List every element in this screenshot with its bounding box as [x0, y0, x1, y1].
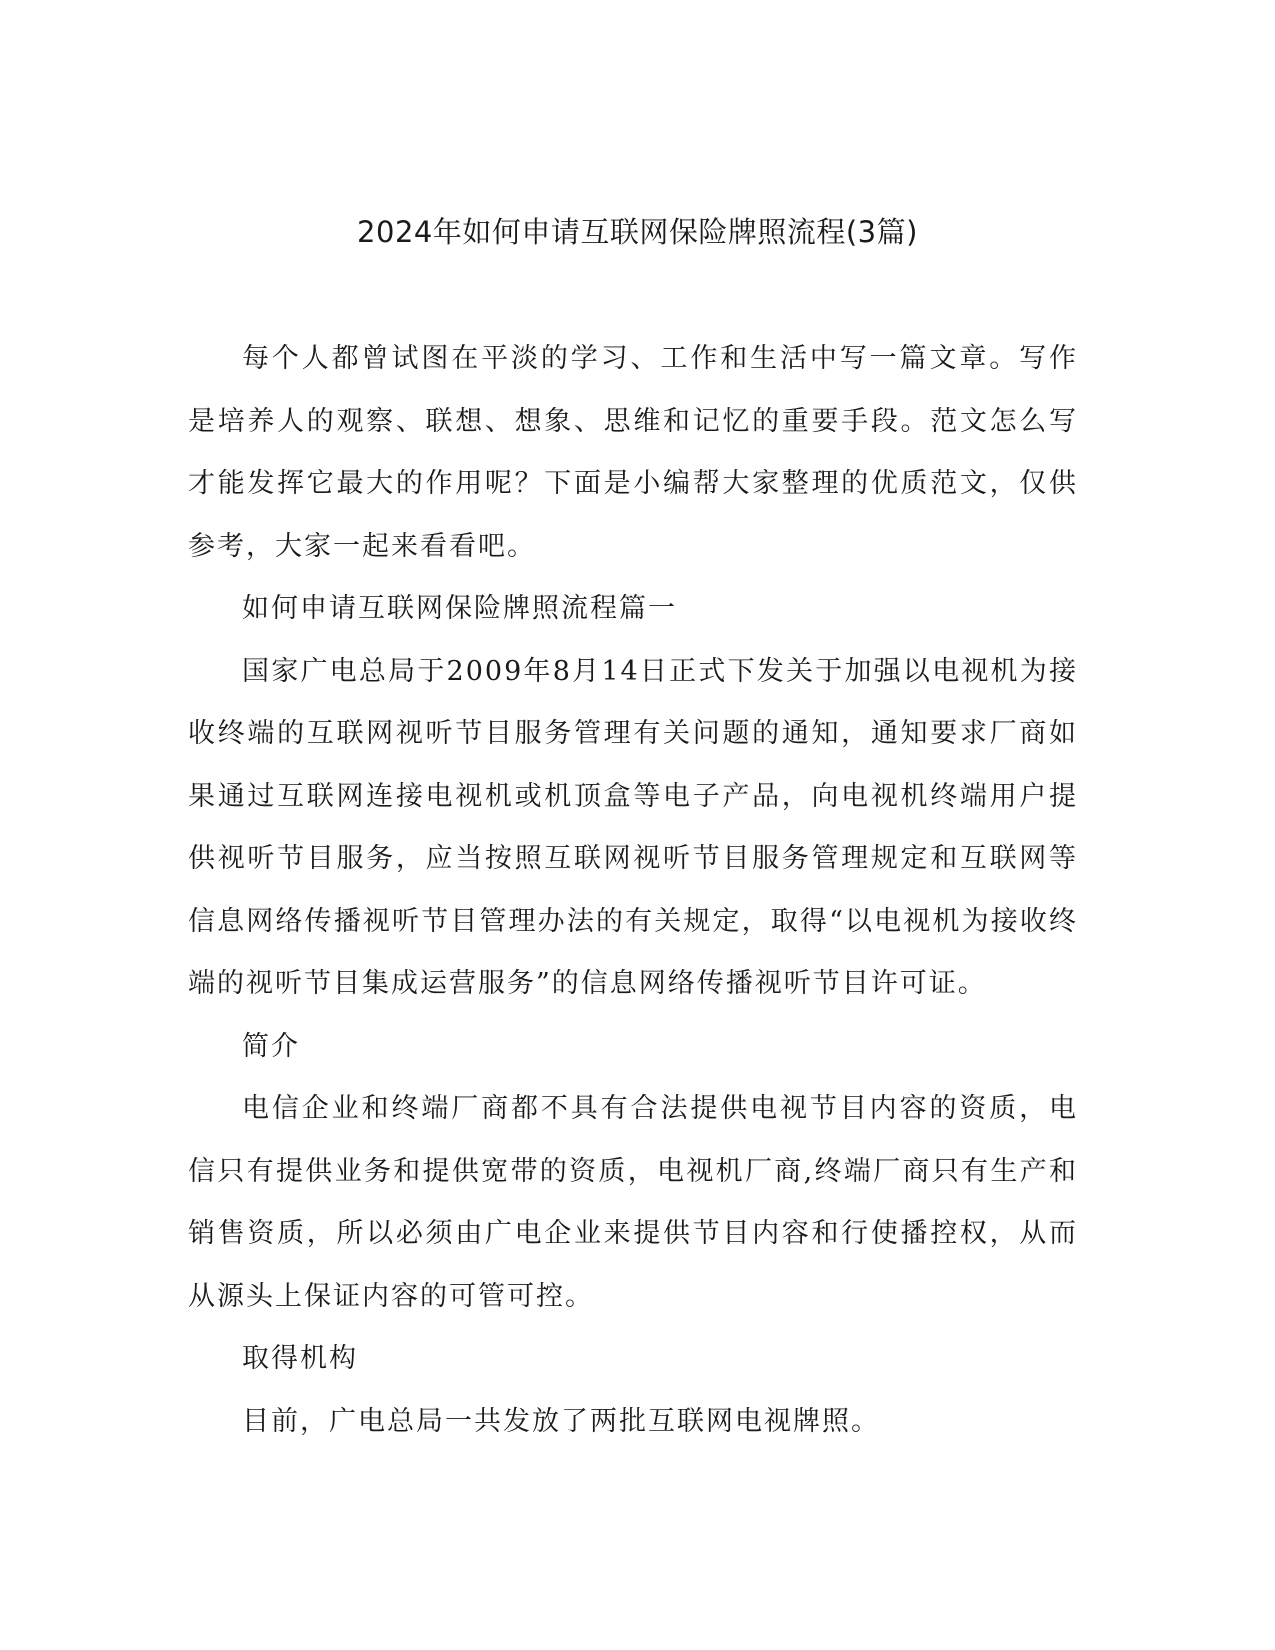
intro-paragraph: 每个人都曾试图在平淡的学习、工作和生活中写一篇文章。写作是培养人的观察、联想、想象、思维和记忆的重要手段。范文怎么写才能发挥它最大的作用呢？下面是小编帮大家整理的优质范文，仅供参考，大家一起来看看吧。: [188, 343, 1078, 562]
institutions-paragraph: 目前，广电总局一共发放了两批互联网电视牌照。: [242, 1405, 880, 1437]
document-body: [188, 328, 1078, 1453]
document-title: 2024年如何申请互联网保险牌照流程(3篇): [357, 215, 918, 249]
intro-heading: 简介: [242, 1030, 300, 1062]
intro-body-paragraph: 电信企业和终端厂商都不具有合法提供电视节目内容的资质，电信只有提供业务和提供宽带的资质，电视机厂商,终端厂商只有生产和销售资质，所以必须由广电企业来提供节目内容和行使播控权，从而从源头上保证内容的可管可控。: [188, 1093, 1078, 1312]
section-one-paragraph: 国家广电总局于2009年8月14日正式下发关于加强以电视机为接收终端的互联网视听节目服务管理有关问题的通知，通知要求厂商如果通过互联网连接电视机或机顶盒等电子产品，向电视机终端用户提供视听节目服务，应当按照互联网视听节目服务管理规定和互联网等信息网络传播视听节目管理办法的有关规定，取得“以电视机为接收终端的视听节目集成运营服务”的信息网络传播视听节目许可证。: [188, 655, 1078, 999]
section-one-heading: 如何申请互联网保险牌照流程篇一: [242, 593, 677, 624]
institutions-heading: 取得机构: [242, 1343, 358, 1374]
